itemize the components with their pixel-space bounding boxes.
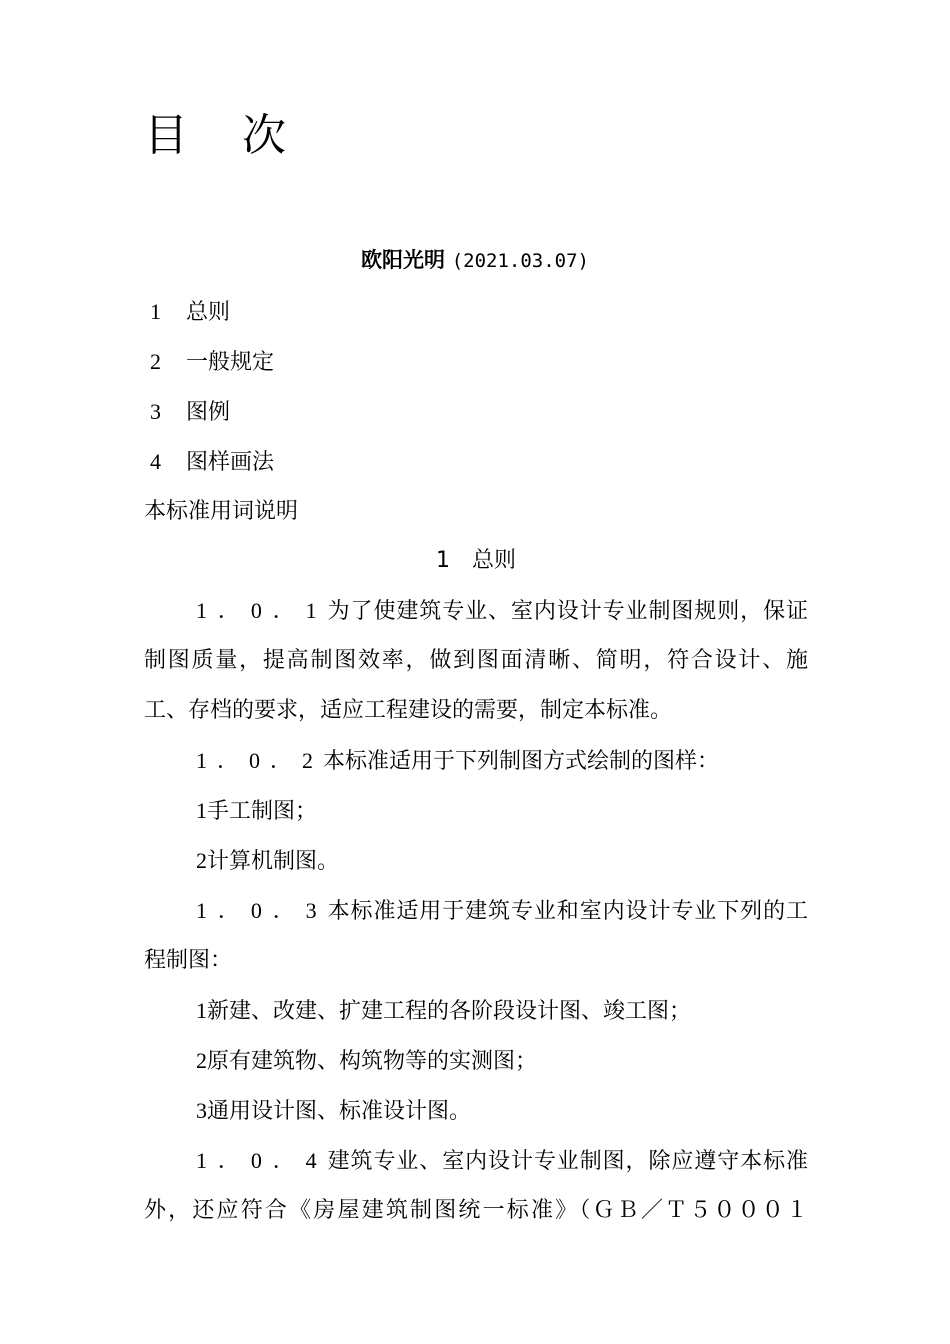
list-item xyxy=(144,994,808,1044)
list-item xyxy=(144,1094,808,1144)
toc-item-label: 本标准用词说明 xyxy=(144,499,299,524)
clause-1-0-4 xyxy=(144,1144,808,1194)
toc-item-number: 2 xyxy=(150,349,161,374)
author-name: 欧阳光明 xyxy=(361,248,446,272)
clause-text: 为了使建筑专业、室内设计专业制图规则，保证 xyxy=(326,599,808,624)
paragraph-line: 外，还应符合《房屋建筑制图统一标准》（ＧＢ／Ｔ５０００１ xyxy=(144,1198,808,1223)
paragraph-line: 制图质量，提高制图效率，做到图面清晰、简明，符合设计、施 xyxy=(144,648,808,673)
list-item-number: 3 xyxy=(196,1098,207,1123)
list-item-number: 1 xyxy=(196,798,207,823)
list-item-number: 1 xyxy=(196,998,207,1023)
clause-1-0-3 xyxy=(144,894,808,944)
clause-1-0-2 xyxy=(144,744,808,794)
toc-item-number: 4 xyxy=(150,449,161,474)
toc-item-label: 一般规定 xyxy=(186,350,275,375)
toc-item-number: 1 xyxy=(150,299,161,324)
toc-item-wording-explanation[interactable] xyxy=(144,496,824,546)
section-heading: 1 总则 xyxy=(436,548,516,573)
author-date: (2021.03.07) xyxy=(451,250,589,272)
toc-item-drawing-methods[interactable] xyxy=(144,446,824,496)
clause-number: 1．0．1 xyxy=(196,598,327,623)
list-item-text: 原有建筑物、构筑物等的实测图； xyxy=(207,1049,538,1074)
clause-number: 1．0．2 xyxy=(196,748,324,773)
list-item-number: 2 xyxy=(196,1048,207,1073)
list-item-number: 2 xyxy=(196,848,207,873)
list-item-text: 手工制图； xyxy=(207,799,318,824)
clause-number: 1．0．4 xyxy=(196,1148,327,1173)
list-item xyxy=(144,844,808,894)
toc-item-general-provisions[interactable] xyxy=(144,346,824,396)
toc-item-number: 3 xyxy=(150,399,161,424)
list-item-text: 通用设计图、标准设计图。 xyxy=(207,1099,472,1124)
toc-item-label: 图样画法 xyxy=(186,450,275,475)
toc-item-general[interactable] xyxy=(144,296,824,346)
toc-item-legend[interactable] xyxy=(144,396,824,446)
paragraph-line: 程制图： xyxy=(144,948,233,973)
clause-number: 1．0．3 xyxy=(196,898,327,923)
paragraph-line: 工、存档的要求，适应工程建设的需要，制定本标准。 xyxy=(144,698,673,723)
list-item xyxy=(144,1044,808,1094)
clause-text: 建筑专业、室内设计专业制图，除应遵守本标准 xyxy=(326,1149,808,1174)
table-of-contents xyxy=(144,296,824,546)
toc-item-label: 总则 xyxy=(186,300,231,325)
document-title: 目 次 xyxy=(144,110,306,161)
list-item-text: 计算机制图。 xyxy=(207,849,340,874)
document-body xyxy=(144,544,808,1244)
list-item xyxy=(144,794,808,844)
clause-1-0-1 xyxy=(144,594,808,644)
clause-text: 本标准适用于建筑专业和室内设计专业下列的工 xyxy=(326,899,808,924)
author-line xyxy=(0,246,950,275)
toc-item-label: 图例 xyxy=(186,400,231,425)
list-item-text: 新建、改建、扩建工程的各阶段设计图、竣工图； xyxy=(207,999,692,1024)
clause-text: 本标准适用于下列制图方式绘制的图样： xyxy=(323,749,720,774)
